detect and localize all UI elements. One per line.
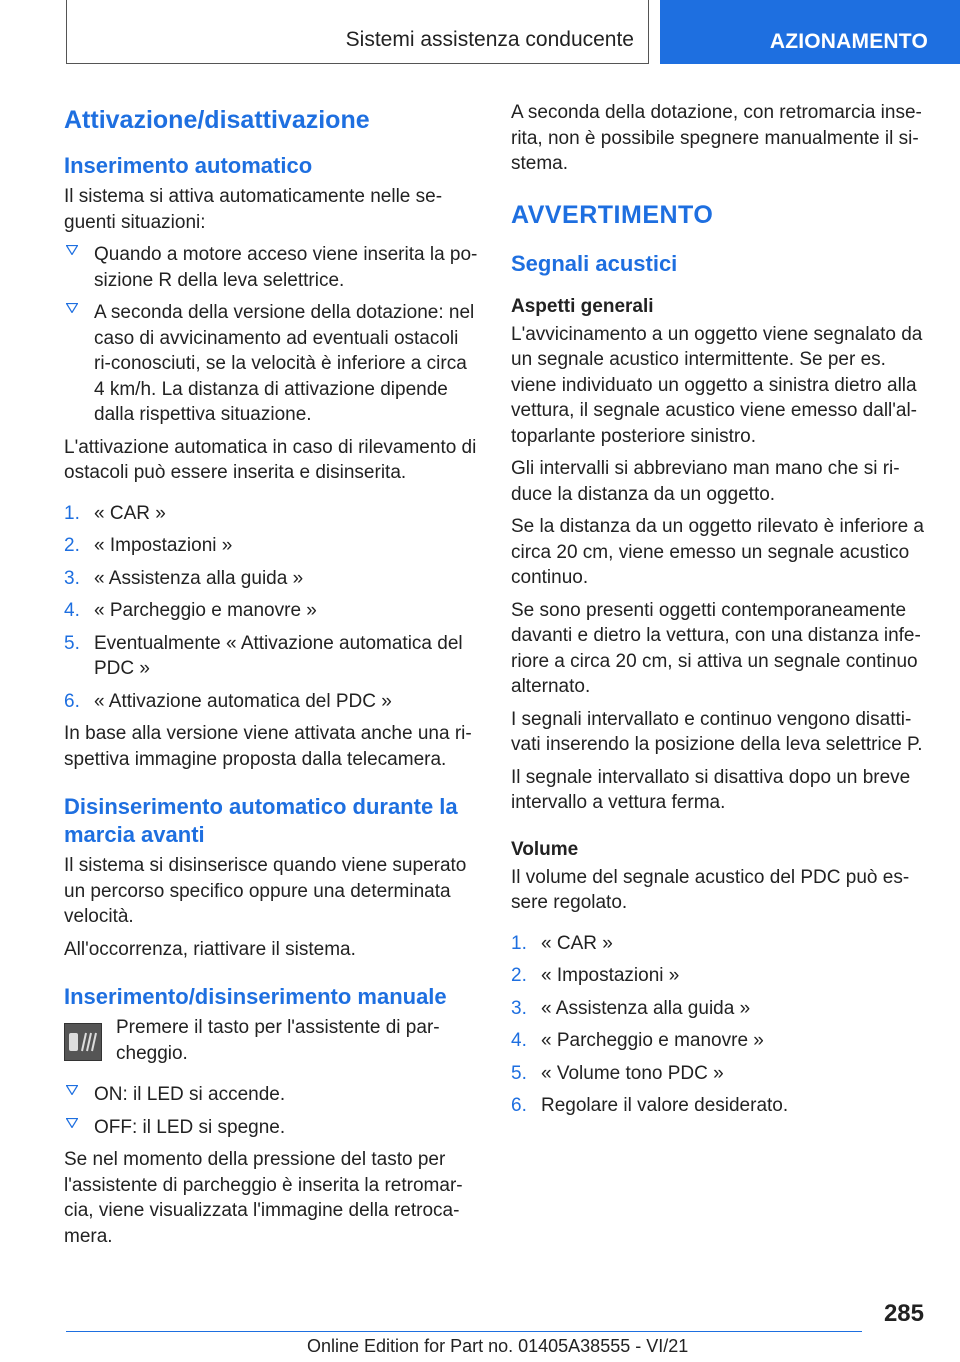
auto-on-bullets: [64, 242, 479, 428]
volume-para: Il volume del segnale acustico del PDC può es-sere regolato.: [511, 866, 910, 913]
list-item: 4. « Parcheggio e manovre »: [64, 600, 317, 621]
park-assist-button-icon: [64, 1023, 102, 1061]
manual-bullets: [64, 1082, 479, 1140]
auto-off-p2: All'occorrenza, riattivare il sistema.: [64, 938, 356, 960]
list-item: 2. « Impostazioni »: [64, 535, 233, 556]
header-chapter-title: AZIONAMENTO: [769, 30, 928, 53]
auto-on-intro: Il sistema si attiva automaticamente nelle se-guenti situazioni:: [64, 186, 443, 233]
manual-after: Se nel momento della pressione del tasto per l'assistente di parcheggio è inserita la retromar-cia, viene visualizzata l'immagine della retroca-mera.: [64, 1149, 463, 1247]
list-item: OFF: il LED si spegne.: [64, 1115, 479, 1141]
list-item: 5. « Volume tono PDC »: [511, 1062, 724, 1084]
auto-on-steps: [64, 501, 479, 715]
auto-off-p1: Il sistema si disinserisce quando viene superato un percorso specifico oppure una determinata velocità.: [64, 855, 467, 927]
auto-on-after: L'attivazione automatica in caso di rilevamento di ostacoli può essere inserita e disinserita.: [64, 436, 477, 483]
footer-divider: [66, 1331, 862, 1332]
triangle-bullet-icon: [66, 303, 78, 313]
heading-auto-on: Inserimento automatico: [64, 153, 313, 178]
heading-volume: Volume: [511, 838, 579, 860]
right-column: [511, 100, 931, 1126]
triangle-bullet-icon: [66, 1085, 78, 1095]
volume-steps: [511, 931, 931, 1119]
heading-manual: Inserimento/disinserimento manuale: [64, 984, 447, 1009]
header-section-box: [66, 0, 649, 64]
right-top-para: A seconda della dotazione, con retromarcia inse-rita, non è possibile spegnere manualmente il si-stema.: [511, 102, 922, 174]
list-item: 2. « Impostazioni »: [511, 965, 680, 986]
signals-para-6: Il segnale intervallato si disattiva dopo un breve intervallo a vettura ferma.: [511, 766, 911, 813]
left-column: [64, 100, 479, 1256]
warning-heading: AVVERTIMENTO: [511, 200, 714, 229]
list-item: A seconda della versione della dotazione: nel caso di avvicinamento ad eventuali ostacoli ri-conosciuti, se la velocità è inferiore a circa 4 km/h. La distanza di attivazione dipende dalla rispettiva situazione.: [64, 300, 479, 428]
signals-para-1: L'avvicinamento a un oggetto viene segnalato da un segnale acustico intermittente. Se per es. viene individuato un oggetto a sinistra dietro alla vettura, il segnale acustico viene emesso dall'al-toparlante posteriore sinistro.: [511, 323, 923, 447]
triangle-bullet-icon: [66, 245, 78, 255]
signals-para-4: Se sono presenti oggetti contemporaneamente davanti e dietro la vettura, con una distanza infe-riore a circa 20 cm, si attiva un segnale continuo alternato.: [511, 599, 921, 697]
manual-icon-row: [64, 1015, 479, 1066]
list-item: 4. « Parcheggio e manovre »: [511, 1030, 764, 1051]
signals-para-2: Gli intervalli si abbreviano man mano che si ri-duce la distanza da un oggetto.: [511, 458, 900, 505]
list-item: 6. « Attivazione automatica del PDC »: [64, 690, 392, 712]
list-item: Quando a motore acceso viene inserita la po-sizione R della leva selettrice.: [64, 242, 479, 293]
heading-general: Aspetti generali: [511, 295, 654, 317]
page-title: Attivazione/disattivazione: [64, 106, 370, 134]
heading-auto-off: Disinserimento automatico durante la marcia avanti: [64, 794, 458, 847]
auto-on-note: In base alla versione viene attivata anche una ri-spettiva immagine proposta dalla telecamera.: [64, 723, 472, 770]
list-item: 6. Regolare il valore desiderato.: [511, 1095, 789, 1116]
list-item: 1. « CAR »: [511, 932, 613, 954]
list-item: 1. « CAR »: [64, 502, 166, 524]
list-item: 5. Eventualmente « Attivazione automatica del PDC »: [64, 632, 463, 679]
footer-edition: Online Edition for Part no. 01405A38555 - VI/21: [307, 1336, 689, 1356]
signals-para-3: Se la distanza da un oggetto rilevato è inferiore a circa 20 cm, viene emesso un segnale acustico continuo.: [511, 516, 924, 588]
header-chapter-tab: [660, 0, 960, 64]
list-item: 3. « Assistenza alla guida »: [64, 567, 304, 589]
list-item: 3. « Assistenza alla guida »: [511, 997, 751, 1019]
header-section-title: Sistemi assistenza conducente: [345, 28, 634, 51]
manual-icon-text: Premere il tasto per l'assistente di par-cheggio.: [116, 1017, 440, 1064]
heading-signals: Segnali acustici: [511, 250, 678, 276]
page-number: 285: [883, 1300, 924, 1327]
signals-para-5: I segnali intervallato e continuo vengono disatti-vati inserendo la posizione della leva selettrice P.: [511, 708, 923, 755]
list-item: ON: il LED si accende.: [64, 1082, 479, 1108]
triangle-bullet-icon: [66, 1118, 78, 1128]
